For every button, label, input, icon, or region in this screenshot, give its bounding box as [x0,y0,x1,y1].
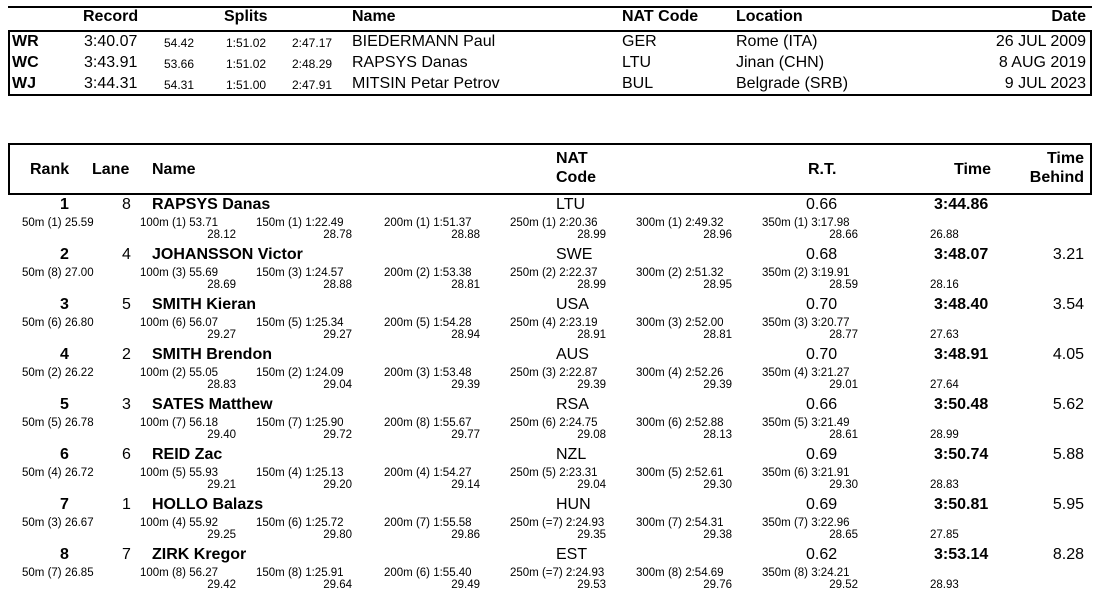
split-50: 50m (3) 26.67 [22,517,94,529]
split [384,217,480,241]
divider [8,143,10,195]
split-lap: 29.14 [451,479,480,491]
split [762,217,858,241]
reaction-time: 0.69 [806,496,838,513]
split-cumulative: 150m (1) 1:22.49 [256,217,344,229]
lane: 8 [122,196,131,213]
split-lap: 28.69 [207,279,236,291]
result-row [0,546,1100,596]
split-lap: 29.42 [207,579,236,591]
time-behind: 4.05 [1052,346,1084,363]
split-cumulative: 350m (3) 3:20.77 [762,317,850,329]
final-time: 3:50.48 [934,396,989,413]
split-lap: 28.83 [207,379,236,391]
split-lap: 29.53 [577,579,606,591]
split [636,217,732,241]
split [140,267,236,291]
split-lap: 28.78 [323,229,352,241]
split-last-lap: 26.88 [930,229,959,241]
records-header-location: Location [736,8,803,25]
split-cumulative: 150m (8) 1:25.91 [256,567,344,579]
split-lap: 29.40 [207,429,236,441]
split [762,417,858,441]
split-cumulative: 150m (4) 1:25.13 [256,467,344,479]
divider [8,94,1092,96]
split-lap: 29.80 [323,529,352,541]
athlete-name: ZIRK Kregor [152,546,247,563]
final-time: 3:50.74 [934,446,989,463]
time-behind: 3.54 [1052,296,1084,313]
split-cumulative: 350m (1) 3:17.98 [762,217,850,229]
split [636,567,732,591]
split [510,317,606,341]
lane: 5 [122,296,131,313]
split-lap: 28.77 [829,329,858,341]
split-cumulative: 200m (4) 1:54.27 [384,467,472,479]
split-lap: 28.59 [829,279,858,291]
split-cumulative: 350m (6) 3:21.91 [762,467,850,479]
nat-code: AUS [556,346,589,363]
record-split: 2:47.91 [292,78,333,92]
record-row [8,73,1092,94]
rank: 6 [60,446,69,463]
split-cumulative: 150m (5) 1:25.34 [256,317,344,329]
rank: 1 [60,196,69,213]
split-cumulative: 300m (7) 2:54.31 [636,517,724,529]
result-row [0,496,1100,546]
reaction-time: 0.66 [806,196,838,213]
split [636,517,732,541]
record-nat: LTU [622,54,652,71]
record-nat: GER [622,33,657,50]
athlete-name: SMITH Kieran [152,296,257,313]
split [510,267,606,291]
split-cumulative: 300m (5) 2:52.61 [636,467,724,479]
split-lap: 28.99 [577,279,606,291]
split-lap: 28.13 [703,429,732,441]
split [762,467,858,491]
nat-code: LTU [556,196,586,213]
split-cumulative: 150m (7) 1:25.90 [256,417,344,429]
final-time: 3:53.14 [934,546,989,563]
reaction-time: 0.70 [806,346,838,363]
split-cumulative: 100m (6) 56.07 [140,317,218,329]
lane: 6 [122,446,131,463]
split [510,217,606,241]
split-lap: 29.27 [207,329,236,341]
divider [8,6,1092,8]
split-lap: 28.95 [703,279,732,291]
rank: 4 [60,346,69,363]
split-last-lap: 28.93 [930,579,959,591]
split-cumulative: 250m (1) 2:20.36 [510,217,598,229]
split-lap: 29.04 [577,479,606,491]
split [510,467,606,491]
nat-code: EST [556,546,588,563]
record-split: 54.42 [164,36,195,50]
split-lap: 28.96 [703,229,732,241]
split-lap: 29.39 [451,379,480,391]
split-lap: 29.35 [577,529,606,541]
split-cumulative: 150m (2) 1:24.09 [256,367,344,379]
split-lap: 29.38 [703,529,732,541]
split-50: 50m (1) 25.59 [22,217,94,229]
split [384,467,480,491]
split [140,317,236,341]
split-lap: 28.88 [451,229,480,241]
split-lap: 28.81 [703,329,732,341]
result-row [0,446,1100,496]
reaction-time: 0.66 [806,396,838,413]
record-type: WR [12,33,39,50]
athlete-name: SMITH Brendon [152,346,272,363]
split-cumulative: 300m (6) 2:52.88 [636,417,724,429]
split-lap: 28.91 [577,329,606,341]
split-last-lap: 28.83 [930,479,959,491]
time-behind: 8.28 [1052,546,1084,563]
result-row [0,196,1100,246]
record-split: 1:51.00 [226,78,267,92]
athlete-name: JOHANSSON Victor [152,246,303,263]
split-50: 50m (6) 26.80 [22,317,94,329]
split [762,517,858,541]
final-time: 3:48.07 [934,246,989,263]
split-lap: 29.39 [577,379,606,391]
records-header-date: Date [1051,8,1086,25]
split-50: 50m (4) 26.72 [22,467,94,479]
record-location: Rome (ITA) [736,33,818,50]
result-row [0,396,1100,446]
split-50: 50m (8) 27.00 [22,267,94,279]
athlete-name: HOLLO Balazs [152,496,264,513]
split-cumulative: 100m (2) 55.05 [140,367,218,379]
result-row [0,346,1100,396]
athlete-name: REID Zac [152,446,223,463]
record-time: 3:40.07 [84,33,138,50]
split-last-lap: 27.85 [930,529,959,541]
results-header-code: Code [556,169,596,186]
results-header-rt: R.T. [808,161,837,178]
athlete-name: SATES Matthew [152,396,273,413]
final-time: 3:44.86 [934,196,989,213]
split [256,467,352,491]
split [140,567,236,591]
split [140,517,236,541]
split [256,417,352,441]
results-header [8,143,1092,195]
records-table [8,6,1092,96]
split-cumulative: 250m (2) 2:22.37 [510,267,598,279]
split-cumulative: 300m (3) 2:52.00 [636,317,724,329]
split [384,317,480,341]
split-lap: 29.27 [323,329,352,341]
records-header-nat: NAT Code [622,8,699,25]
time-behind: 5.88 [1052,446,1084,463]
split-50: 50m (5) 26.78 [22,417,94,429]
split [510,367,606,391]
split-lap: 29.30 [703,479,732,491]
athlete-name: RAPSYS Danas [152,196,271,213]
split-lap: 29.52 [829,579,858,591]
split-last-lap: 28.16 [930,279,959,291]
nat-code: RSA [556,396,589,413]
split-lap: 28.88 [323,279,352,291]
time-behind: 3.21 [1052,246,1084,263]
split-lap: 29.30 [829,479,858,491]
split [636,467,732,491]
final-time: 3:50.81 [934,496,989,513]
split-lap: 28.81 [451,279,480,291]
split-cumulative: 350m (5) 3:21.49 [762,417,850,429]
split [384,367,480,391]
rank: 2 [60,246,69,263]
rank: 7 [60,496,69,513]
split-cumulative: 200m (7) 1:55.58 [384,517,472,529]
reaction-time: 0.70 [806,296,838,313]
split-cumulative: 200m (6) 1:55.40 [384,567,472,579]
record-time: 3:43.91 [84,54,138,71]
split [256,517,352,541]
result-row [0,296,1100,346]
split [636,367,732,391]
split-cumulative: 300m (8) 2:54.69 [636,567,724,579]
split [762,567,858,591]
split [256,217,352,241]
split-lap: 28.66 [829,229,858,241]
split-last-lap: 27.64 [930,379,959,391]
results-header-name: Name [152,161,196,178]
split [510,417,606,441]
divider [8,143,1092,145]
results-header-lane: Lane [92,161,130,178]
split-lap: 29.39 [703,379,732,391]
split-cumulative: 100m (3) 55.69 [140,267,218,279]
split [384,567,480,591]
split [510,517,606,541]
split [140,417,236,441]
record-split: 1:51.02 [226,57,267,71]
lane: 3 [122,396,131,413]
split-cumulative: 150m (6) 1:25.72 [256,517,344,529]
split-lap: 29.20 [323,479,352,491]
divider [8,193,1092,195]
split-cumulative: 300m (4) 2:52.26 [636,367,724,379]
record-name: RAPSYS Danas [352,54,468,71]
split-last-lap: 28.99 [930,429,959,441]
split-lap: 28.94 [451,329,480,341]
split-cumulative: 150m (3) 1:24.57 [256,267,344,279]
split [256,317,352,341]
split [636,267,732,291]
split [140,367,236,391]
split-lap: 29.77 [451,429,480,441]
split-cumulative: 250m (=7) 2:24.93 [510,517,605,529]
record-date: 26 JUL 2009 [995,33,1086,50]
split [636,417,732,441]
split-cumulative: 200m (3) 1:53.48 [384,367,472,379]
reaction-time: 0.68 [806,246,838,263]
records-header-record: Record [83,8,139,25]
split-cumulative: 200m (5) 1:54.28 [384,317,472,329]
split [384,267,480,291]
split-cumulative: 100m (4) 55.92 [140,517,218,529]
records-header-name: Name [352,8,396,25]
split-lap: 29.49 [451,579,480,591]
split-cumulative: 250m (=7) 2:24.93 [510,567,605,579]
split-cumulative: 200m (1) 1:51.37 [384,217,472,229]
split-cumulative: 350m (8) 3:24.21 [762,567,850,579]
record-split: 54.31 [164,78,195,92]
split [762,367,858,391]
split-cumulative: 300m (1) 2:49.32 [636,217,724,229]
split-cumulative: 200m (8) 1:55.67 [384,417,472,429]
split [256,567,352,591]
split-lap: 29.08 [577,429,606,441]
lane: 7 [122,546,131,563]
record-date: 8 AUG 2019 [998,54,1086,71]
split-cumulative: 200m (2) 1:53.38 [384,267,472,279]
split-cumulative: 250m (5) 2:23.31 [510,467,598,479]
split-cumulative: 100m (5) 55.93 [140,467,218,479]
split-cumulative: 250m (3) 2:22.87 [510,367,598,379]
results-header-rank: Rank [30,161,70,178]
split [256,267,352,291]
time-behind: 5.95 [1052,496,1084,513]
split-lap: 28.99 [577,229,606,241]
split-lap: 28.61 [829,429,858,441]
results-header-nat: NAT [556,150,588,167]
lane: 2 [122,346,131,363]
split [762,317,858,341]
split-cumulative: 100m (1) 53.71 [140,217,218,229]
results-header-behind: Behind [1029,169,1084,186]
split [256,367,352,391]
split-lap: 28.12 [207,229,236,241]
record-nat: BUL [622,75,654,92]
split [762,267,858,291]
split [140,217,236,241]
results-header-time-behind: Time [1046,150,1084,167]
split-lap: 29.64 [323,579,352,591]
results-header-time: Time [954,161,992,178]
split-lap: 29.72 [323,429,352,441]
record-time: 3:44.31 [84,75,138,92]
record-location: Belgrade (SRB) [736,75,849,92]
record-name: BIEDERMANN Paul [352,33,496,50]
nat-code: USA [556,296,589,313]
record-split: 2:48.29 [292,57,333,71]
records-header-splits: Splits [224,8,268,25]
lane: 4 [122,246,131,263]
record-split: 53.66 [164,57,195,71]
split-cumulative: 300m (2) 2:51.32 [636,267,724,279]
final-time: 3:48.91 [934,346,989,363]
split-cumulative: 100m (7) 56.18 [140,417,218,429]
rank: 8 [60,546,69,563]
reaction-time: 0.62 [806,546,838,563]
split-cumulative: 350m (7) 3:22.96 [762,517,850,529]
split [140,467,236,491]
record-date: 9 JUL 2023 [1004,75,1086,92]
reaction-time: 0.69 [806,446,838,463]
nat-code: NZL [556,446,587,463]
split-cumulative: 350m (2) 3:19.91 [762,267,850,279]
record-row [8,52,1092,73]
lane: 1 [122,496,131,513]
split-cumulative: 250m (6) 2:24.75 [510,417,598,429]
split-lap: 29.21 [207,479,236,491]
split-50: 50m (7) 26.85 [22,567,94,579]
split-lap: 29.86 [451,529,480,541]
split-lap: 29.25 [207,529,236,541]
record-row [8,31,1092,52]
nat-code: HUN [556,496,591,513]
record-location: Jinan (CHN) [736,54,825,71]
time-behind: 5.62 [1052,396,1084,413]
result-row [0,246,1100,296]
split-lap: 29.04 [323,379,352,391]
split-50: 50m (2) 26.22 [22,367,94,379]
split-cumulative: 350m (4) 3:21.27 [762,367,850,379]
divider [1090,143,1092,195]
rank: 5 [60,396,69,413]
record-split: 1:51.02 [226,36,267,50]
split [510,567,606,591]
record-type: WJ [12,75,36,92]
split-lap: 29.01 [829,379,858,391]
nat-code: SWE [556,246,593,263]
split-cumulative: 250m (4) 2:23.19 [510,317,598,329]
record-type: WC [12,54,39,71]
split-cumulative: 100m (8) 56.27 [140,567,218,579]
record-split: 2:47.17 [292,36,333,50]
split [384,517,480,541]
split [384,417,480,441]
split-lap: 28.65 [829,529,858,541]
final-time: 3:48.40 [934,296,989,313]
rank: 3 [60,296,69,313]
split-last-lap: 27.63 [930,329,959,341]
record-name: MITSIN Petar Petrov [352,75,500,92]
split-lap: 29.76 [703,579,732,591]
split [636,317,732,341]
